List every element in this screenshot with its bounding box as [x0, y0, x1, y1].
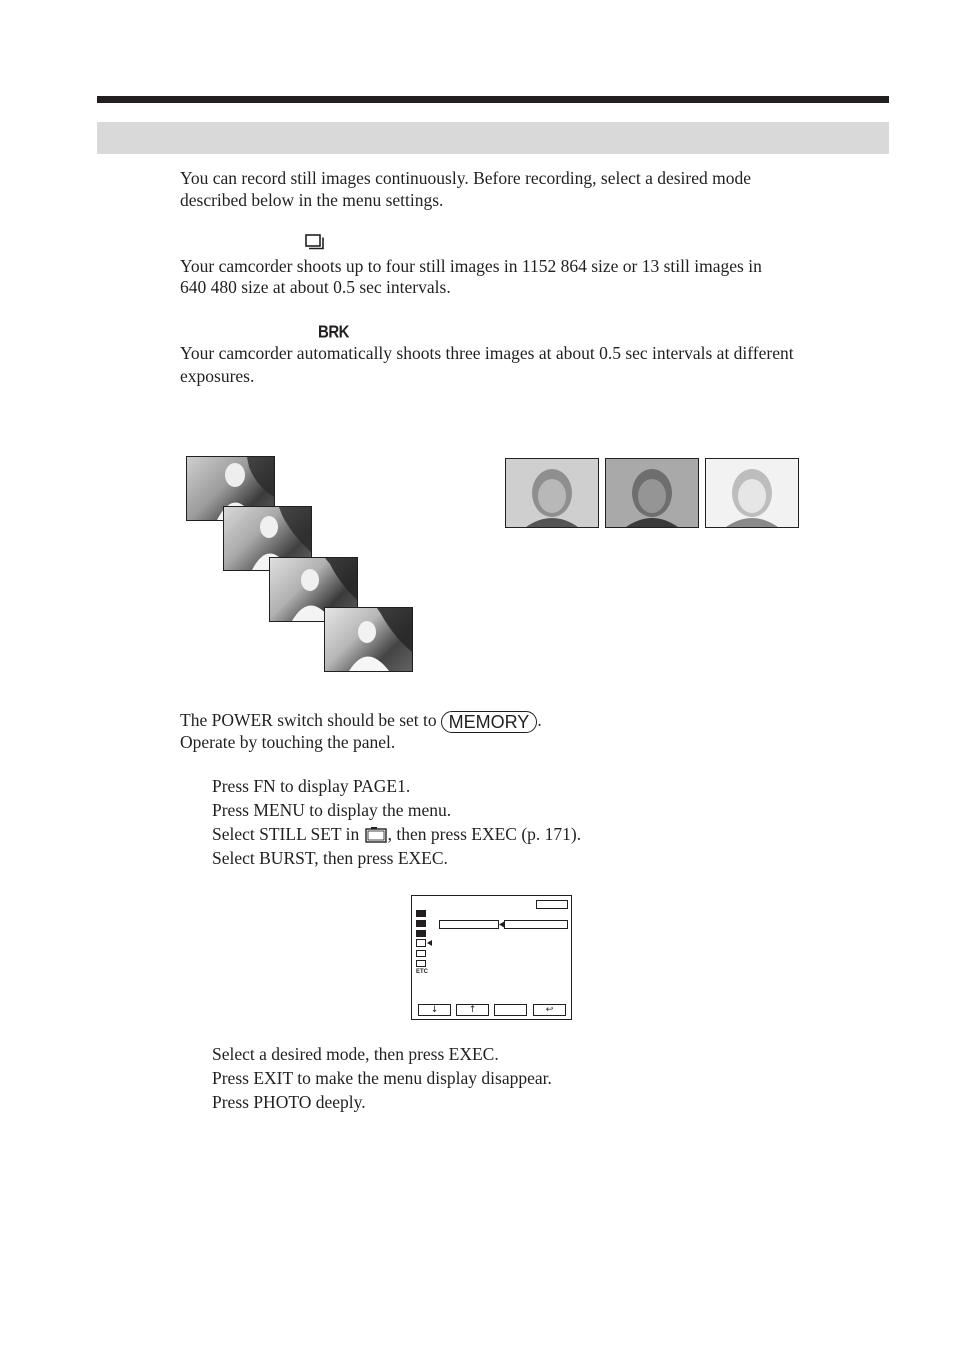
camera-set-icon	[365, 827, 387, 843]
step-2: Press MENU to display the menu.	[212, 800, 452, 820]
menu-icon-1	[416, 910, 426, 917]
menu-up-button[interactable]: ↑	[456, 1004, 489, 1016]
step-4: Select BURST, then press EXEC.	[212, 848, 448, 868]
menu-blank-button[interactable]	[494, 1004, 527, 1016]
menu-icon-3	[416, 930, 426, 937]
section-header-bar	[97, 122, 889, 154]
step-3	[212, 823, 581, 845]
menu-pointer-icon	[427, 940, 432, 946]
menu-screen-illustration	[411, 895, 572, 1020]
memory-mode-label: MEMORY	[441, 711, 538, 733]
menu-icon-6	[416, 960, 426, 967]
exp-brk-photo-2	[605, 458, 699, 528]
step-5: Select a desired mode, then press EXEC.	[212, 1044, 499, 1064]
step-7: Press PHOTO deeply.	[212, 1092, 366, 1112]
burst-line-2: 640 480 size at about 0.5 sec intervals.	[180, 277, 451, 297]
burst-photo-cascade	[186, 456, 426, 676]
intro-line-2: described below in the menu settings.	[180, 190, 444, 210]
menu-icon-2	[416, 920, 426, 927]
power-switch-period: .	[537, 710, 542, 730]
panel-note: Operate by touching the panel.	[180, 732, 396, 752]
exp-brk-photo-1	[505, 458, 599, 528]
menu-icon-camera-set	[416, 939, 426, 947]
menu-etc-label: ETC	[416, 969, 428, 975]
step-3-suffix: , then press EXEC (p. 171).	[387, 824, 582, 844]
menu-item-still-set	[439, 920, 499, 929]
step-3-text: Select STILL SET in	[212, 824, 360, 844]
power-switch-text: The POWER switch should be set to	[180, 710, 437, 730]
burst-stack-icon	[305, 234, 327, 252]
step-1: Press FN to display PAGE1.	[212, 776, 411, 796]
exp-brk-line-2: exposures.	[180, 366, 255, 386]
burst-line-1: Your camcorder shoots up to four still images in 1152 864 size or 13 still images in	[180, 256, 762, 276]
intro-line-1: You can record still images continuously. Before recording, select a desired mode	[180, 168, 752, 188]
burst-photo-4	[324, 607, 413, 672]
step-6: Press EXIT to make the menu display disappear.	[212, 1068, 552, 1088]
brk-icon: BRK	[318, 322, 349, 343]
top-rule	[97, 96, 889, 103]
menu-down-button[interactable]: ↓	[418, 1004, 451, 1016]
menu-top-right-box	[536, 900, 568, 909]
menu-icon-5	[416, 950, 426, 957]
menu-item-value	[504, 920, 568, 929]
exp-brk-line-1: Your camcorder automatically shoots three images at about 0.5 sec intervals at different	[180, 343, 794, 363]
exp-brk-photo-3	[705, 458, 799, 528]
power-switch-note	[180, 709, 542, 733]
menu-return-button[interactable]: ↩	[533, 1004, 566, 1016]
